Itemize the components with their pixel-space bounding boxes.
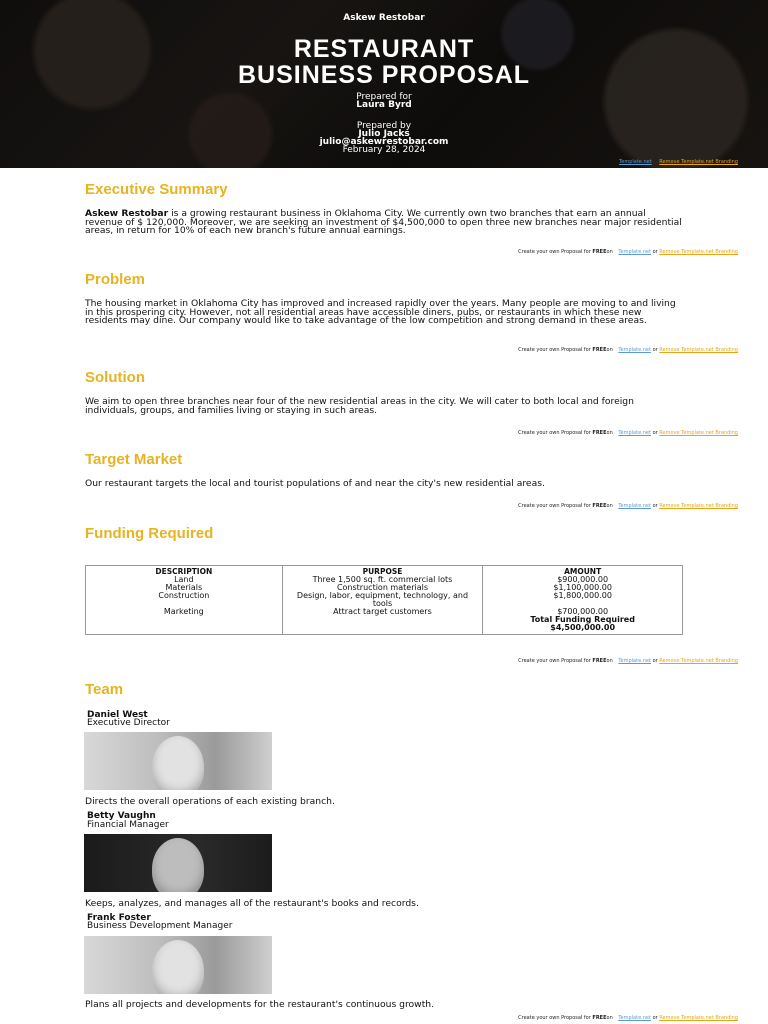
document-title [0, 36, 768, 88]
member-description: Directs the overall operations of each existing branch. [85, 796, 335, 807]
promo-line: Create your own Proposal for FREEon Template.net or Remove Template.net Branding [518, 1015, 738, 1021]
promo-line: Create your own Proposal for FREEon Template.net or Remove Template.net Branding [518, 249, 738, 255]
prepared-by-name: Julio Jacks [358, 129, 410, 139]
template-net-link[interactable]: Template.net [618, 249, 651, 255]
promo-line: Create your own Proposal for FREEon Template.net or Remove Template.net Branding [518, 658, 738, 664]
column-header: PURPOSE [282, 566, 483, 577]
member-role: Business Development Manager [87, 921, 233, 931]
remove-branding-link[interactable]: Remove Template.net Branding [659, 249, 738, 255]
table-cell: $1,100,000.00 [483, 584, 683, 592]
table-cell: Construction [86, 592, 283, 608]
member-description: Keeps, analyzes, and manages all of the restaurant's books and records. [85, 898, 419, 909]
solution-text: We aim to open three branches near four of the new residential areas in the city. We will cater to both local and foreign individuals, groups, and families living or staying in such areas. [85, 396, 634, 416]
member-description: Plans all projects and developments for the restaurant's continuous growth. [85, 999, 435, 1010]
title-line-2: BUSINESS PROPOSAL [237, 61, 531, 89]
team-heading: Team [85, 681, 124, 698]
member-name: Frank Foster [87, 913, 151, 923]
template-net-link[interactable]: Template.net [618, 1015, 651, 1021]
table-cell: Marketing [86, 608, 283, 616]
funding-table [85, 565, 683, 635]
prepared-by-label: Prepared by [356, 121, 412, 131]
remove-branding-link[interactable]: Remove Template.net Branding [659, 159, 738, 165]
member-role: Executive Director [87, 718, 170, 728]
table-cell: Construction materials [282, 584, 483, 592]
funding-heading: Funding Required [85, 525, 214, 542]
table-cell: $900,000.00 [483, 576, 683, 584]
promo-line: Create your own Proposal for FREEon Template.net or Remove Template.net Branding [518, 503, 738, 509]
header-banner [0, 0, 768, 168]
problem-text: The housing market in Oklahoma City has improved and increased rapidly over the years. Many people are moving to and living in this prospering city. However, not all residential areas have accessible diners, pubs, or restaurants in which these new residents may dine. Our company would like to take advantage of the low competition and strong demand in these areas. [85, 298, 676, 327]
promo-line: Create your own Proposal for FREEon Template.net or Remove Template.net Branding [518, 430, 738, 436]
title-line-1: RESTAURANT [293, 35, 475, 63]
total-funding: Total Funding Required $4,500,000.00 [483, 616, 683, 635]
template-net-link[interactable]: Template.net [618, 347, 651, 353]
target-market-text: Our restaurant targets the local and tourist populations of and near the city's new residential areas. [85, 478, 545, 489]
remove-branding-link[interactable]: Remove Template.net Branding [659, 347, 738, 353]
promo-line: Create your own Proposal for FREEon Template.net or Remove Template.net Branding [518, 347, 738, 353]
company-name: Askew Restobar [343, 13, 425, 23]
header-branding-links [619, 159, 738, 165]
member-photo [84, 936, 272, 994]
remove-branding-link[interactable]: Remove Template.net Branding [659, 430, 738, 436]
table-cell: Three 1,500 sq. ft. commercial lots [282, 576, 483, 584]
table-total-row [86, 616, 683, 635]
member-role: Financial Manager [87, 820, 169, 830]
template-net-link[interactable]: Template.net [618, 658, 651, 664]
table-cell: Design, labor, equipment, technology, and tools [282, 592, 483, 608]
table-cell: $1,800,000.00 [483, 592, 683, 608]
prepared-for-name: Laura Byrd [356, 100, 412, 110]
document-date: February 28, 2024 [342, 145, 426, 155]
table-row [86, 592, 683, 608]
problem-heading: Problem [85, 271, 146, 288]
remove-branding-link[interactable]: Remove Template.net Branding [659, 503, 738, 509]
solution-heading: Solution [85, 369, 145, 386]
member-photo [84, 834, 272, 892]
executive-summary-text: Askew Restobar is a growing restaurant business in Oklahoma City. We currently own two branches that earn an annual revenue of $ 120,000. Moreover, we are seeking an investment of $4,500,000 to open three new branches near major residential areas, in return for 10% of each new branch's future annual earnings. [85, 208, 682, 237]
table-cell: $700,000.00 [483, 608, 683, 616]
company-bold: Askew Restobar [85, 208, 169, 219]
template-net-link[interactable]: Template.net [619, 159, 652, 165]
member-photo [84, 732, 272, 790]
member-name: Betty Vaughn [87, 811, 156, 821]
target-market-heading: Target Market [85, 451, 183, 468]
prepared-by-email: julio@askewrestobar.com [319, 137, 449, 147]
prepared-for-label: Prepared for [356, 92, 412, 102]
column-header: AMOUNT [483, 566, 683, 577]
member-name: Daniel West [87, 710, 148, 720]
table-cell: Attract target customers [282, 608, 483, 616]
remove-branding-link[interactable]: Remove Template.net Branding [659, 658, 738, 664]
template-net-link[interactable]: Template.net [618, 503, 651, 509]
executive-summary-heading: Executive Summary [85, 181, 228, 198]
column-header: DESCRIPTION [86, 566, 283, 577]
template-net-link[interactable]: Template.net [618, 430, 651, 436]
table-cell: Land [86, 576, 283, 584]
table-cell: Materials [86, 584, 283, 592]
remove-branding-link[interactable]: Remove Template.net Branding [659, 1015, 738, 1021]
